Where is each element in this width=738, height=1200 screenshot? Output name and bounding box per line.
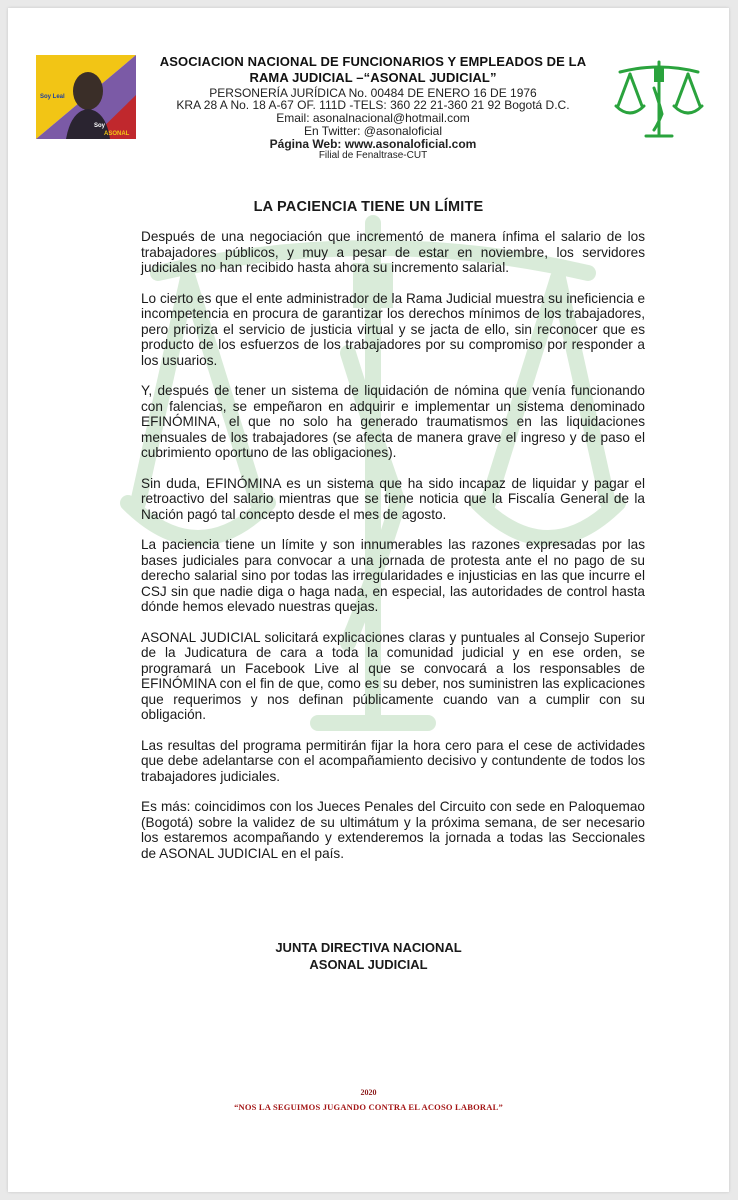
signature-line1: JUNTA DIRECTIVA NACIONAL xyxy=(275,940,462,955)
logo-text-soy-leal: Soy Leal xyxy=(40,94,65,100)
org-name-line2: RAMA JUDICIAL –“ASONAL JUDICIAL” xyxy=(249,70,497,86)
signature-block xyxy=(8,939,729,973)
scales-of-justice-icon xyxy=(614,54,704,142)
affiliate: Filial de Fenaltrase-CUT xyxy=(318,150,428,162)
paragraph: Lo cierto es que el ente administrador de la Rama Judicial muestra su ineficiencia e incompetencia en procura de garantizar los derechos mínimos de los trabajadores, pero prioriza el servicio de justicia virtual y se jacta de ello, sin reconocer que es producto de los esfuerzos de los trabajadores por su compromiso por responder a los usuarios. xyxy=(141,290,645,368)
org-name-line1: ASOCIACION NACIONAL DE FUNCIONARIOS Y EMPLEADOS DE LA xyxy=(159,54,587,69)
paragraph: La paciencia tiene un límite y son innumerables las razones expresadas por las bases judiciales para convocar a una jornada de protesta ante el no pago de su derecho salarial sino por todas las irregularidades e injusticias en las que incurre el CSJ sin que nadie diga o haga nada, en especial, las autoridades de control hasta dónde hemos elevado nuestras quejas. xyxy=(141,537,645,614)
paragraph: Es más: coincidimos con los Jueces Penales del Circuito con sede en Paloquemao (Bogotá) sobre la validez de su ultimátum y la próxima semana, de ser necesario los estaremos acompañando y extenderemos la jornada a todas las Seccionales de ASONAL JUDICIAL en el país. xyxy=(141,799,645,861)
logo-text-asonal: ASONAL xyxy=(104,131,130,137)
email: Email: asonalnacional@hotmail.com xyxy=(276,111,470,126)
footer-year: 2020 xyxy=(360,1088,377,1097)
signature-line2: ASONAL JUDICIAL xyxy=(309,957,428,972)
address: KRA 28 A No. 18 A-67 OF. 111D -TELS: 360 22 21-360 21 92 Bogotá D.C. xyxy=(176,98,570,113)
paragraph: Sin duda, EFINÓMINA es un sistema que ha sido incapaz de liquidar y pagar el retroactivo del salario mientras que se tiene noticia que la Fiscalía General de la Nación pagó tal concepto desde el mes de agosto. xyxy=(141,475,645,522)
asonal-logo xyxy=(36,55,136,139)
paragraph: ASONAL JUDICIAL solicitará explicaciones claras y puntuales al Consejo Superior de la Judicatura de cara a toda la comunidad judicial y en ese orden, se programará un Facebook Live al que se convocará a los responsables de EFINÓMINA con el fin de que, como es su deber, nos suministren las explicaciones que requerimos y nos definan públicamente cuando van a cumplir con su obligación. xyxy=(141,629,645,722)
twitter: En Twitter: @asonaloficial xyxy=(303,124,443,139)
paragraph: Después de una negociación que incrementó de manera ínfima el salario de los trabajadores públicos, y muy a pesar de estar en noviembre, los servidores judiciales no han recibido hasta ahora su incremento salarial. xyxy=(141,229,645,275)
paragraph: Las resultas del programa permitirán fijar la hora cero para el cese de actividades que debe adelantarse con el acompañamiento decisivo y contundente de todos los trabajadores judiciales. xyxy=(141,737,645,784)
document-title: LA PACIENCIA TIENE UN LÍMITE xyxy=(253,199,484,215)
paragraph: Y, después de tener un sistema de liquidación de nómina que venía funcionando con falencias, se empeñaron en adquirir e implementar un sistema denominado EFINÓMINA, el que no solo ha generado traumatismos en las liquidaciones mensuales de los trabajadores (se afecta de manera grave el ingreso y de paso el cubrimiento oportuno de las obligaciones). xyxy=(141,383,645,460)
website: Página Web: www.asonaloficial.com xyxy=(269,137,477,152)
letterhead xyxy=(138,54,608,162)
legal-status: PERSONERÍA JURÍDICA No. 00484 DE ENERO 16 DE 1976 xyxy=(209,85,537,100)
document-body xyxy=(141,229,645,876)
footer-motto: “NOS LA SEGUIMOS JUGANDO CONTRA EL ACOSO LABORAL” xyxy=(234,1102,503,1112)
document-page xyxy=(8,8,729,1192)
logo-text-soy: Soy xyxy=(94,123,106,129)
